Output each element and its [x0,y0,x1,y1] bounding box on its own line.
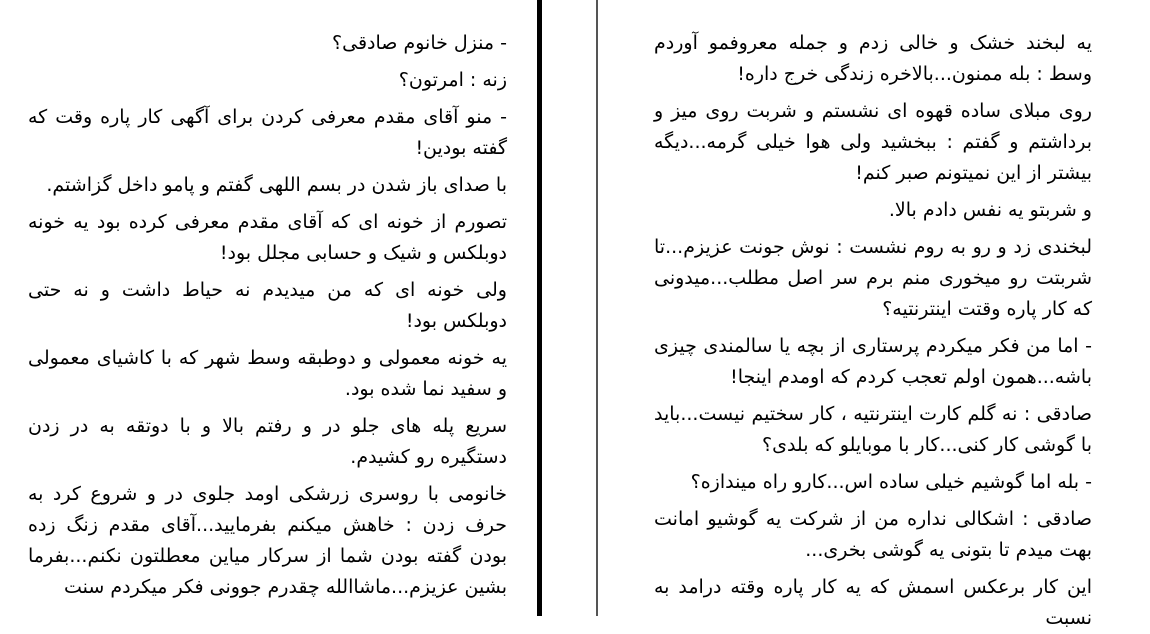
left-page [0,0,537,616]
right-paragraph-7: - بله اما گوشیم خیلی ساده اس...کارو راه میندازه؟ [690,471,1092,493]
right-page-text [654,28,1092,634]
left-paragraph-1: - منزل خانوم صادقی؟ [332,32,507,54]
left-paragraph-6: ولی خونه ای که من میدیدم نه حیاط داشت و نه حتی دوبلکس بود! [28,279,507,332]
right-paragraph-3: و شربتو یه نفس دادم بالا. [888,199,1092,221]
right-paragraph-9: این کار برعکس اسمش که یه کار پاره وقته درامد به نسبت [654,576,1092,629]
left-paragraph-5: تصورم از خونه ای که آقای مقدم معرفی کرده بود یه خونه دوبلکس و شیک و حسابی مجلل بود! [28,211,507,264]
left-page-text [28,28,507,603]
right-paragraph-2: روی مبلای ساده قهوه ای نشستم و شربت روی میز و برداشتم و گفتم : ببخشید ولی هوا خیلی گرمه...دیگه بیشتر از این نمیتونم صبر کنم! [654,100,1092,184]
right-paragraph-4: لبخندی زد و رو به روم نشست : نوش جونت عزیزم...تا شربتت رو میخوری منم برم سر اصل مطلب...میدونی که کار پاره وقتت اینترنتیه؟ [654,236,1092,320]
left-paragraph-8: سریع پله های جلو در و رفتم بالا و با دوتقه به در زدن دستگیره رو کشیدم. [28,415,507,468]
left-paragraph-4: با صدای باز شدن در بسم اللهی گفتم و پامو داخل گزاشتم. [46,174,507,196]
right-paragraph-6: صادقی : نه گلم کارت اینترنتیه ، کار سختیم نیست...باید با گوشی کار کنی...کار با موبایلو که بلدی؟ [654,403,1092,456]
left-paragraph-3: - منو آقای مقدم معرفی کردن برای آگهی کار پاره وقت که گفته بودین! [28,106,507,159]
right-paragraph-5: - اما من فکر میکردم پرستاری از بچه یا سالمندی چیزی باشه...همون اولم تعجب کردم که اومدم اینجا! [654,335,1092,388]
left-paragraph-2: زنه : امرتون؟ [398,69,507,91]
right-paragraph-8: صادقی : اشکالی نداره من از شرکت یه گوشیو امانت بهت میدم تا بتونی یه گوشی بخری... [654,508,1092,561]
right-paragraph-1: یه لبخند خشک و خالی زدم و جمله معروفمو آوردم وسط : بله ممنون...بالاخره زندگی خرج داره! [654,32,1092,85]
left-paragraph-9: خانومی با روسری زرشکی اومد جلوی در و شروع کرد به حرف زدن : خاهش میکنم بفرمایید...آقای مقدم زنگ زده بودن گفته بودن شما از سرکار میاین معطلتون نکنم...بفرما بشین عزیزم...ماشاالله چقدرم جوونی فکر میکردم سنت [28,483,507,598]
right-page [598,0,1150,629]
left-paragraph-7: یه خونه معمولی و دوطبقه وسط شهر که با کاشیای معمولی و سفید نما شده بود. [28,347,507,400]
page-gutter [542,0,596,616]
